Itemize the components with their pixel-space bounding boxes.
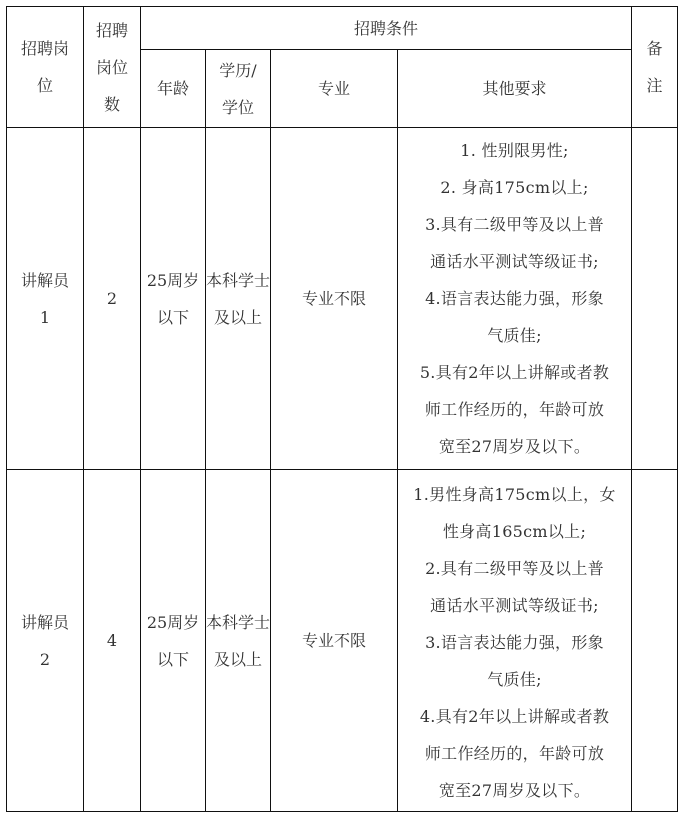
row-age: 25周岁以下 bbox=[141, 470, 206, 812]
row-age: 25周岁以下 bbox=[141, 128, 206, 470]
row-position: 讲解员2 bbox=[7, 470, 84, 812]
header-row-top bbox=[7, 7, 678, 50]
row-count: 4 bbox=[84, 470, 141, 812]
row-remarks bbox=[632, 128, 678, 470]
row-position: 讲解员1 bbox=[7, 128, 84, 470]
header-count: 招聘岗位数 bbox=[84, 7, 141, 128]
recruitment-table bbox=[6, 6, 678, 812]
requirement-line: 3.具有二级甲等及以上普 bbox=[425, 215, 604, 234]
requirement-line: 2.具有二级甲等及以上普 bbox=[425, 558, 604, 578]
requirement-line: 性身高165cm以上; bbox=[442, 521, 587, 541]
requirement-line: 4.具有2年以上讲解或者教 bbox=[419, 706, 610, 726]
requirement-line: 5.具有2年以上讲解或者教 bbox=[419, 363, 610, 382]
recruitment-table-container bbox=[6, 6, 678, 812]
requirement-line: 师工作经历的，年龄可放 bbox=[424, 400, 605, 419]
requirement-line: 宽至27周岁及以下。 bbox=[438, 437, 591, 456]
header-degree: 学历/学位 bbox=[206, 50, 271, 128]
requirement-line: 通话水平测试等级证书; bbox=[430, 252, 599, 271]
row-other-requirements bbox=[398, 470, 632, 812]
requirement-line: 3.语言表达能力强，形象 bbox=[425, 632, 604, 652]
requirement-line: 师工作经历的，年龄可放 bbox=[424, 743, 605, 763]
header-position: 招聘岗位 bbox=[7, 7, 84, 128]
requirement-line: 1. 性别限男性; bbox=[460, 141, 569, 160]
requirement-line: 通话水平测试等级证书; bbox=[430, 595, 599, 615]
header-conditions: 招聘条件 bbox=[141, 7, 632, 50]
table-row bbox=[7, 128, 678, 470]
row-major: 专业不限 bbox=[271, 128, 398, 470]
row-degree: 本科学士及以上 bbox=[206, 128, 271, 470]
requirement-line: 4.语言表达能力强，形象 bbox=[425, 289, 604, 308]
requirement-line: 宽至27周岁及以下。 bbox=[438, 780, 591, 800]
header-major: 专业 bbox=[271, 50, 398, 128]
header-age: 年龄 bbox=[141, 50, 206, 128]
header-other: 其他要求 bbox=[398, 50, 632, 128]
requirement-line: 1.男性身高175cm以上，女 bbox=[413, 484, 616, 504]
requirement-line: 气质佳; bbox=[487, 326, 542, 345]
row-major: 专业不限 bbox=[271, 470, 398, 812]
row-count: 2 bbox=[84, 128, 141, 470]
header-remarks: 备注 bbox=[632, 7, 678, 128]
row-other-requirements bbox=[398, 128, 632, 470]
table-row bbox=[7, 470, 678, 812]
requirement-line: 2. 身高175cm以上; bbox=[440, 178, 589, 197]
requirement-line: 气质佳; bbox=[487, 669, 542, 689]
row-remarks bbox=[632, 470, 678, 812]
row-degree: 本科学士及以上 bbox=[206, 470, 271, 812]
